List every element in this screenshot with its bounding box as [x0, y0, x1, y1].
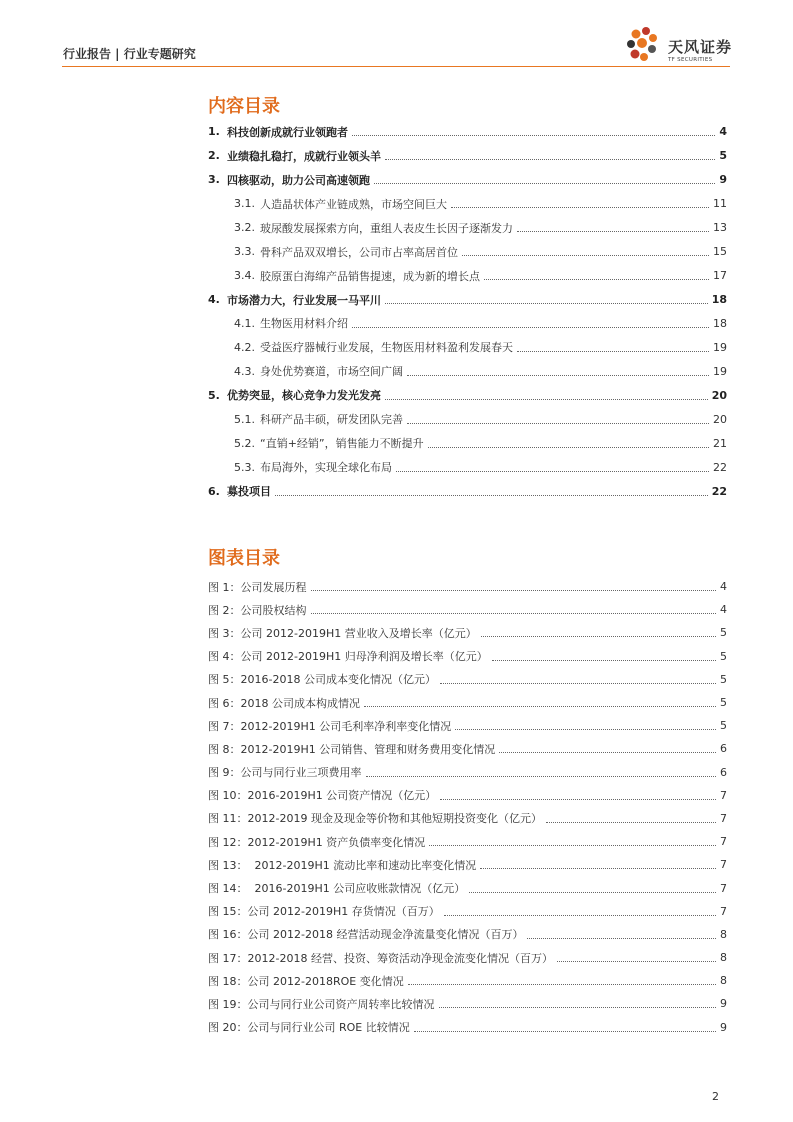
figure-entry-page: 7 — [720, 881, 727, 895]
figure-entry-title: 图 19：公司与同行业公司资产周转率比较情况 — [208, 997, 435, 1011]
figure-entry-title: 图 5：2016-2018 公司成本变化情况（亿元） — [208, 673, 436, 687]
dot-leader — [462, 255, 709, 256]
logo-name: 天风证券 — [668, 38, 733, 56]
toc-entry-number: 4.1. — [234, 316, 255, 330]
figure-entry[interactable] — [208, 691, 727, 714]
toc-entry-page: 17 — [713, 269, 727, 283]
dot-leader — [352, 135, 715, 136]
toc-entry-number: 5.3. — [234, 460, 255, 474]
dot-leader — [455, 729, 716, 730]
toc-entry[interactable] — [208, 168, 727, 192]
figure-entry-title: 图 8：2012-2019H1 公司销售、管理和财务费用变化情况 — [208, 742, 496, 756]
report-category: 行业报告 | 行业专题研究 — [63, 47, 196, 61]
toc-entry-number: 5. — [208, 388, 220, 402]
toc-entry-page: 13 — [713, 221, 727, 235]
figure-entry[interactable] — [208, 853, 727, 876]
dot-leader — [366, 776, 717, 777]
flower-logo-icon — [622, 24, 666, 68]
toc-entry-page: 11 — [713, 197, 727, 211]
toc-entry-number: 2. — [208, 149, 220, 163]
figure-entry[interactable] — [208, 969, 727, 992]
figure-entry[interactable] — [208, 923, 727, 946]
toc-entry-number: 1. — [208, 125, 220, 139]
toc-entry-title: “直销+经销”，销售能力不断提升 — [260, 437, 424, 451]
dot-leader — [374, 183, 715, 184]
toc-entry-title: 业绩稳扎稳打，成就行业领头羊 — [227, 149, 381, 163]
contents-list — [208, 120, 727, 503]
figure-entry-page: 5 — [720, 719, 727, 733]
dot-leader — [469, 892, 716, 893]
figure-entry-title: 图 2：公司股权结构 — [208, 603, 307, 617]
figure-entry-page: 7 — [720, 788, 727, 802]
figure-entry[interactable] — [208, 900, 727, 923]
figure-entry-page: 9 — [720, 1020, 727, 1034]
dot-leader — [396, 471, 709, 472]
toc-entry-title: 生物医用材料介绍 — [260, 317, 348, 331]
figure-entry-title: 图 10：2016-2019H1 公司资产情况（亿元） — [208, 789, 437, 803]
page-number: 2 — [712, 1090, 719, 1103]
figure-entry[interactable] — [208, 761, 727, 784]
dot-leader — [517, 231, 709, 232]
figure-entry-title: 图 1：公司发展历程 — [208, 580, 307, 594]
dot-leader — [440, 799, 716, 800]
toc-entry-number: 3. — [208, 173, 220, 187]
figure-entry-title: 图 4：公司 2012-2019H1 归母净利润及增长率（亿元） — [208, 650, 488, 664]
toc-entry-title: 科研产品丰硕，研发团队完善 — [260, 413, 403, 427]
toc-entry-title: 科技创新成就行业领跑者 — [227, 125, 348, 139]
toc-entry[interactable] — [208, 144, 727, 168]
toc-entry-page: 9 — [719, 173, 727, 187]
figure-entry-title: 图 6：2018 公司成本构成情况 — [208, 696, 360, 710]
figure-entry-title: 图 18：公司 2012-2018ROE 变化情况 — [208, 974, 404, 988]
toc-entry[interactable] — [208, 264, 727, 288]
figure-entry-page: 6 — [720, 742, 727, 756]
toc-entry-page: 18 — [713, 316, 727, 330]
logo-subtitle: TF SECURITIES — [668, 57, 713, 63]
figure-entry[interactable] — [208, 598, 727, 621]
toc-entry-number: 6. — [208, 484, 220, 498]
toc-entry[interactable] — [208, 383, 727, 407]
toc-entry[interactable] — [208, 335, 727, 359]
toc-entry[interactable] — [208, 431, 727, 455]
dot-leader — [484, 279, 709, 280]
dot-leader — [407, 375, 709, 376]
toc-entry[interactable] — [208, 192, 727, 216]
toc-entry-title: 骨科产品双双增长，公司市占率高居首位 — [260, 245, 458, 259]
dot-leader — [311, 613, 717, 614]
toc-entry[interactable] — [208, 312, 727, 336]
toc-entry-page: 4 — [719, 125, 727, 139]
figure-entry-page: 7 — [720, 835, 727, 849]
dot-leader — [440, 683, 716, 684]
dot-leader — [428, 447, 709, 448]
toc-entry-title: 玻尿酸发展探索方向，重组人表皮生长因子逐渐发力 — [260, 221, 513, 235]
toc-entry-number: 5.2. — [234, 436, 255, 450]
toc-entry-number: 4.3. — [234, 364, 255, 378]
figure-entry-page: 7 — [720, 858, 727, 872]
dot-leader — [352, 327, 709, 328]
dot-leader — [499, 752, 716, 753]
figure-entry-title: 图 11：2012-2019 现金及现金等价物和其他短期投资变化（亿元） — [208, 812, 542, 826]
contents-title: 内容目录 — [208, 96, 280, 117]
figure-entry[interactable] — [208, 575, 727, 598]
dot-leader — [557, 961, 716, 962]
figure-entry[interactable] — [208, 645, 727, 668]
figure-entry[interactable] — [208, 714, 727, 737]
toc-entry-page: 20 — [713, 412, 727, 426]
tf-securities-logo — [622, 24, 734, 68]
dot-leader — [275, 495, 708, 496]
figure-entry-title: 图 9：公司与同行业三项费用率 — [208, 766, 362, 780]
toc-entry-page: 18 — [711, 293, 727, 307]
figure-entry-title: 图 17：2012-2018 经营、投资、筹资活动净现金流变化情况（百万） — [208, 951, 553, 965]
figure-entry-page: 5 — [720, 696, 727, 710]
dot-leader — [408, 984, 716, 985]
toc-entry-page: 19 — [713, 340, 727, 354]
toc-entry-title: 胶原蛋白海绵产品销售提速，成为新的增长点 — [260, 269, 480, 283]
dot-leader — [492, 660, 716, 661]
figure-entry-page: 5 — [720, 626, 727, 640]
figure-entry-page: 5 — [720, 672, 727, 686]
figure-entry-page: 4 — [720, 580, 727, 594]
toc-entry[interactable] — [208, 455, 727, 479]
toc-entry-title: 四核驱动，助力公司高速领跑 — [227, 173, 370, 187]
toc-entry-number: 4. — [208, 293, 220, 307]
toc-entry-page: 19 — [713, 364, 727, 378]
figure-entry-page: 8 — [720, 951, 727, 965]
toc-entry-page: 20 — [711, 388, 727, 402]
figure-entry[interactable] — [208, 830, 727, 853]
figure-entry[interactable] — [208, 876, 727, 899]
figure-entry[interactable] — [208, 784, 727, 807]
toc-entry-title: 布局海外，实现全球化布局 — [260, 461, 392, 475]
dot-leader — [385, 399, 708, 400]
figure-entry-page: 9 — [720, 997, 727, 1011]
figure-entry-page: 7 — [720, 811, 727, 825]
dot-leader — [364, 706, 716, 707]
dot-leader — [481, 636, 716, 637]
figure-entry-page: 4 — [720, 603, 727, 617]
dot-leader — [385, 159, 715, 160]
dot-leader — [546, 822, 716, 823]
figure-entry-title: 图 12：2012-2019H1 资产负债率变化情况 — [208, 835, 426, 849]
toc-entry-title: 人造晶状体产业链成熟，市场空间巨大 — [260, 197, 447, 211]
toc-entry-number: 4.2. — [234, 340, 255, 354]
toc-entry-title: 募投项目 — [227, 485, 271, 499]
dot-leader — [439, 1007, 717, 1008]
figure-entry[interactable] — [208, 992, 727, 1015]
dot-leader — [451, 207, 709, 208]
figure-entry-title: 图 13： 2012-2019H1 流动比率和速动比率变化情况 — [208, 858, 477, 872]
toc-entry[interactable] — [208, 407, 727, 431]
toc-entry[interactable] — [208, 288, 727, 312]
toc-entry-page: 22 — [711, 484, 727, 498]
figure-entry[interactable] — [208, 737, 727, 760]
toc-entry-page: 5 — [719, 149, 727, 163]
figure-entry-page: 5 — [720, 649, 727, 663]
dot-leader — [527, 938, 716, 939]
dot-leader — [444, 915, 716, 916]
figure-entry[interactable] — [208, 807, 727, 830]
figure-entry-title: 图 14： 2016-2019H1 公司应收账款情况（亿元） — [208, 882, 466, 896]
toc-entry-title: 身处优势赛道，市场空间广阔 — [260, 365, 403, 379]
toc-entry-number: 3.1. — [234, 197, 255, 211]
toc-entry[interactable] — [208, 240, 727, 264]
figure-entry[interactable] — [208, 946, 727, 969]
dot-leader — [407, 423, 709, 424]
figure-entry[interactable] — [208, 1016, 727, 1039]
toc-entry-number: 5.1. — [234, 412, 255, 426]
toc-entry-page: 15 — [713, 245, 727, 259]
figure-entry[interactable] — [208, 621, 727, 644]
figures-list — [208, 575, 727, 1039]
toc-entry-number: 3.4. — [234, 269, 255, 283]
toc-entry-page: 22 — [713, 460, 727, 474]
toc-entry[interactable] — [208, 359, 727, 383]
dot-leader — [385, 303, 708, 304]
figure-entry[interactable] — [208, 668, 727, 691]
dot-leader — [414, 1031, 716, 1032]
toc-entry-number: 3.3. — [234, 245, 255, 259]
figure-entry-page: 6 — [720, 765, 727, 779]
toc-entry[interactable] — [208, 120, 727, 144]
toc-entry-page: 21 — [713, 436, 727, 450]
dot-leader — [429, 845, 716, 846]
figure-entry-page: 8 — [720, 927, 727, 941]
dot-leader — [311, 590, 717, 591]
toc-entry-title: 市场潜力大，行业发展一马平川 — [227, 293, 381, 307]
figure-entry-title: 图 16：公司 2012-2018 经营活动现金净流量变化情况（百万） — [208, 928, 524, 942]
figure-entry-title: 图 15：公司 2012-2019H1 存货情况（百万） — [208, 905, 440, 919]
toc-entry-title: 优势突显，核心竞争力发光发亮 — [227, 389, 381, 403]
dot-leader — [517, 351, 709, 352]
toc-entry[interactable] — [208, 479, 727, 503]
header-divider — [62, 66, 730, 67]
figure-entry-title: 图 3：公司 2012-2019H1 营业收入及增长率（亿元） — [208, 626, 477, 640]
figure-entry-page: 7 — [720, 904, 727, 918]
dot-leader — [480, 868, 716, 869]
toc-entry[interactable] — [208, 216, 727, 240]
figure-entry-title: 图 20：公司与同行业公司 ROE 比较情况 — [208, 1021, 410, 1035]
toc-entry-number: 3.2. — [234, 221, 255, 235]
figure-entry-title: 图 7：2012-2019H1 公司毛利率净利率变化情况 — [208, 719, 452, 733]
figures-title: 图表目录 — [208, 548, 280, 569]
figure-entry-page: 8 — [720, 974, 727, 988]
toc-entry-title: 受益医疗器械行业发展，生物医用材料盈利发展春天 — [260, 341, 513, 355]
